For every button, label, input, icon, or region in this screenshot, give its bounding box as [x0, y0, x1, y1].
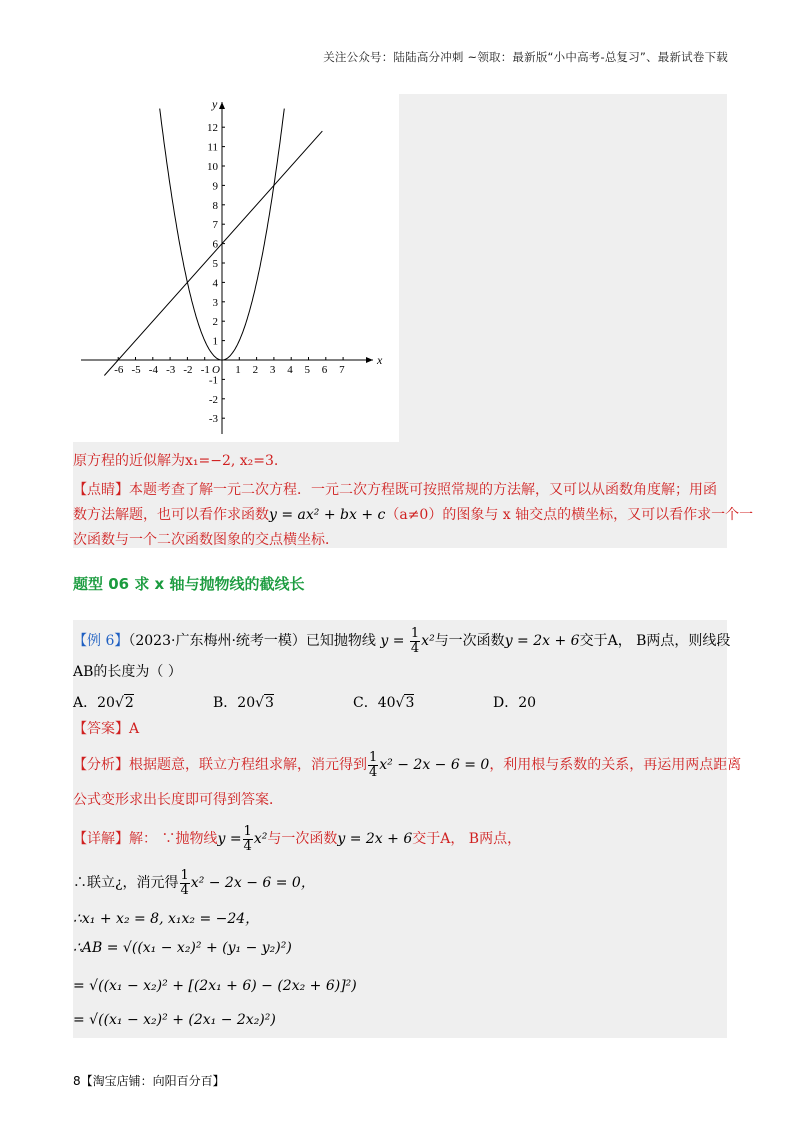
y-tick-label: 4: [212, 277, 218, 290]
analysis-text-b: ，利用根与系数的关系，再运用两点距离: [489, 757, 742, 773]
y-tick-label: 1: [212, 335, 218, 348]
y-tick-label: 8: [212, 199, 218, 212]
y-axis-arrow: [219, 102, 225, 109]
page-header: 关注公众号：陆陆高分冲刺 ~领取：最新版“小中高考-总复习”、最新试卷下载: [323, 50, 728, 64]
answer-line: [73, 719, 139, 739]
x-axis-arrow: [366, 357, 373, 363]
page-footer: 8【淘宝店铺：向阳百分百】: [73, 1074, 225, 1088]
y-tick-label: 7: [212, 219, 218, 232]
x-tick-label: 5: [304, 364, 310, 376]
dianjing-line-3: 次函数与一个二次函数图象的交点横坐标．: [73, 532, 339, 548]
solution-line: 原方程的近似解为x₁=−2, x₂=3.: [73, 453, 279, 469]
x-tick-label: 7: [339, 364, 345, 376]
example-source: （2023·广东梅州·统考一模）已知抛物线: [128, 633, 376, 649]
y-axis-label: y: [212, 97, 218, 111]
y-tick-label: 3: [212, 296, 218, 309]
choice-d[interactable]: D．20: [493, 695, 537, 711]
x-tick-label: -1: [200, 364, 210, 376]
y-tick-label: 5: [212, 258, 218, 270]
example-y-eq: y =: [380, 633, 405, 649]
detail-line-3: ∴x₁ + x₂ = 8, x₁x₂ = −24，: [73, 911, 260, 927]
detail-l2-fraction: $\frac{1}{4}$: [180, 867, 189, 898]
dianjing-formula: y = ax² + bx + c: [269, 507, 386, 523]
function-graph: [73, 94, 399, 442]
x-tick-label: -5: [131, 364, 141, 376]
graph-svg: [73, 94, 399, 442]
example-fraction: $\frac{1}{4}$: [410, 625, 420, 656]
choice-b[interactable]: B．20√3: [213, 695, 274, 711]
y-tick-label: -2: [208, 393, 218, 406]
detail-text-d: 交于A， B两点，: [412, 831, 522, 847]
choice-a[interactable]: A．20√2: [73, 695, 134, 711]
y-tick-label: -3: [208, 413, 218, 426]
x-tick-label: 4: [287, 364, 293, 376]
example-mid: 与一次函数: [434, 633, 505, 649]
detail-line-6: = √((x₁ − x₂)² + (2x₁ − 2x₂)²): [73, 1012, 276, 1028]
example-linear: y = 2x + 6: [504, 633, 580, 649]
x-axis-label: x: [377, 353, 383, 367]
x-tick-label: -2: [183, 364, 193, 376]
y-tick-label: 12: [207, 122, 218, 135]
y-tick-label: 11: [207, 141, 218, 154]
choice-c[interactable]: C．40√3: [353, 695, 415, 711]
y-tick-label: -1: [208, 374, 218, 387]
x-tick-label: 2: [252, 364, 259, 376]
x-tick-label: -4: [148, 364, 158, 376]
analysis-fraction: $\frac{1}{4}$: [369, 749, 378, 780]
example-line-1: [73, 626, 730, 656]
y-tick-label: 2: [212, 316, 218, 329]
detail-text-b: 与一次函数: [267, 831, 338, 847]
answer-tag: 【答案】: [73, 721, 129, 737]
detail-linear: y = 2x + 6: [337, 831, 413, 847]
analysis-line-1: [73, 748, 741, 782]
detail-line-5: = √((x₁ − x₂)² + [(2x₁ + 6) − (2x₂ + 6)]²): [73, 978, 357, 994]
example-x2: x²: [421, 633, 435, 649]
detail-line-1: 【详解】解： ∵抛物线y = $\frac{1}{4}$ x²与一次函数y = 2x + 6交于A， B两点，: [73, 823, 522, 854]
example-tail: 交于A， B两点，则线段: [579, 633, 731, 649]
detail-line-4: ∴AB = √((x₁ − x₂)² + (y₁ − y₂)²): [73, 940, 292, 956]
x-tick-label: 3: [269, 364, 276, 376]
dianjing-tag: 【点睛】: [73, 482, 129, 498]
analysis-tag: 【分析】: [73, 757, 129, 773]
detail-tag: 【详解】: [73, 831, 129, 847]
x-tick-label: 1: [235, 364, 241, 376]
detail-fraction: $\frac{1}{4}$: [243, 823, 252, 854]
example-line-2: AB的长度为（ ）: [73, 664, 182, 680]
detail-line-2: [73, 866, 315, 900]
dianjing-line-2: [73, 505, 753, 525]
detail-text-a: 解： ∵抛物线: [129, 831, 218, 847]
y-tick-label: 9: [212, 180, 218, 193]
analysis-line-2: 公式变形求出长度即可得到答案．: [73, 792, 283, 808]
detail-l2-text: ∴联立¿，消元得: [73, 875, 179, 891]
dianjing-line-1: [73, 480, 717, 500]
detail-l2-equation: x² − 2x − 6 = 0，: [190, 875, 315, 891]
dianjing-text-2a: 数方法解题，也可以看作求函数: [73, 507, 269, 523]
analysis-equation: x² − 2x − 6 = 0: [379, 757, 490, 773]
y-tick-label: 6: [212, 238, 218, 251]
dianjing-condition: （a≠0）: [385, 507, 443, 523]
example-tag: 【例 6】: [73, 633, 129, 649]
dianjing-text-1: 本题考查了解一元二次方程．一元二次方程既可按照常规的方法解，又可以从函数角度解；用函: [129, 482, 717, 498]
section-title: 题型 06 求 x 轴与抛物线的截线长: [73, 575, 305, 593]
x-tick-label: -3: [166, 364, 176, 376]
answer-value: A: [129, 721, 140, 737]
x-tick-label: O: [212, 364, 220, 376]
analysis-text-a: 根据题意，联立方程组求解，消元得到: [129, 757, 367, 773]
dianjing-text-2b: 的图象与 x 轴交点的横坐标，又可以看作求一个一: [442, 507, 754, 523]
x-tick-label: 6: [321, 364, 328, 376]
y-tick-label: 10: [207, 161, 218, 173]
x-tick-label: -6: [114, 364, 124, 376]
